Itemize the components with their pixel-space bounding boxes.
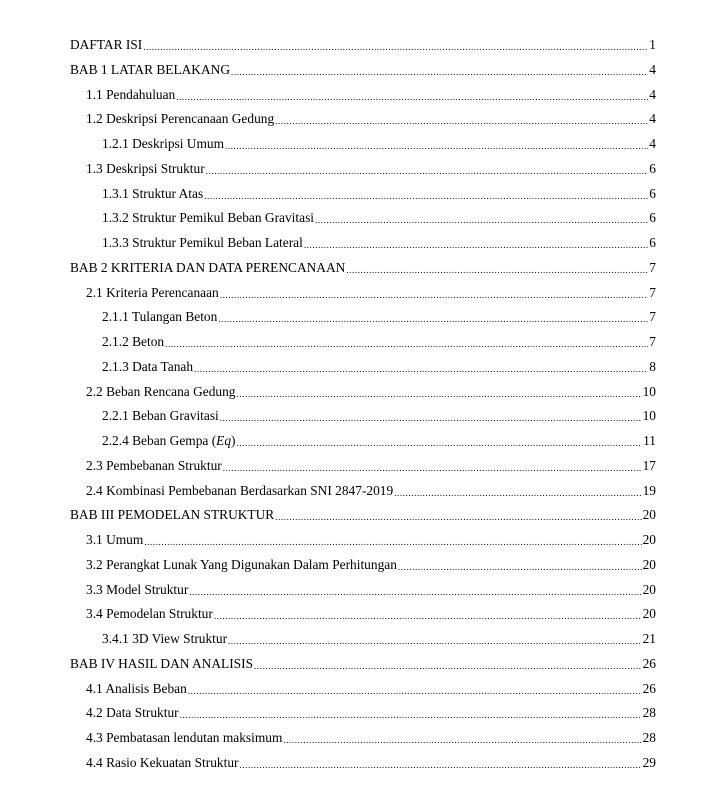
toc-entry[interactable]	[0, 58, 703, 78]
toc-entry[interactable]	[0, 355, 703, 375]
toc-entry-page: 4	[649, 86, 656, 102]
toc-entry-page: 1	[649, 37, 656, 52]
dot-leader	[275, 507, 641, 523]
toc-entry[interactable]	[0, 206, 703, 226]
toc-entry-title-text: 3.4 Pemodelan Struktur	[86, 606, 213, 622]
toc-entry-title-text: 4.3 Pembatasan lendutan maksimum	[86, 730, 283, 745]
toc-entry[interactable]	[0, 231, 703, 251]
toc-entry-title-text: 1.3 Deskripsi Struktur	[86, 160, 205, 176]
dot-leader	[283, 730, 641, 746]
toc-entry-title	[70, 260, 345, 276]
toc-entry-page: 4	[649, 61, 656, 77]
toc-entry-page: 21	[642, 631, 656, 646]
toc-entry-title	[102, 631, 227, 647]
toc-entry-title	[102, 309, 217, 325]
toc-entry[interactable]	[0, 157, 703, 177]
toc-entry[interactable]	[0, 454, 703, 474]
dot-leader	[214, 606, 642, 622]
toc-entry-title-text: 3.1 Umum	[86, 532, 144, 547]
toc-entry-title-text: 2.2 Beban Rencana Gedung	[86, 383, 236, 399]
toc-entry-title	[102, 433, 236, 449]
toc-entry-title	[86, 458, 222, 474]
toc-entry-page: 6	[649, 235, 656, 250]
toc-entry[interactable]	[0, 182, 703, 202]
toc-entry-title-text: 1.2.1 Deskripsi Umum	[102, 136, 224, 151]
dot-leader	[237, 433, 643, 449]
toc-entry-title-text: 3.2 Perangkat Lunak Yang Digunakan Dalam Perhitungan	[86, 556, 397, 572]
toc-entry[interactable]	[0, 305, 703, 325]
toc-entry-page: 7	[649, 259, 656, 275]
dot-leader	[143, 37, 648, 53]
toc-entry-title	[70, 37, 142, 53]
toc-entry[interactable]	[0, 677, 703, 697]
toc-entry[interactable]	[0, 503, 703, 523]
toc-entry-page: 6	[649, 160, 656, 176]
toc-entry-title-text: DAFTAR ISI	[70, 37, 143, 52]
dot-leader	[218, 309, 648, 325]
toc-entry-title	[86, 111, 274, 127]
toc-entry-page: 4	[649, 136, 656, 151]
toc-entry-title-text: 4.2 Data Struktur	[86, 705, 179, 721]
toc-entry[interactable]	[0, 281, 703, 301]
dot-leader	[189, 582, 641, 598]
toc-entry-title	[102, 359, 193, 375]
toc-entry-page: 28	[642, 730, 656, 745]
toc-entry-page: 10	[642, 408, 656, 424]
toc-entry[interactable]	[0, 132, 703, 152]
toc-entry-title	[86, 532, 143, 548]
dot-leader	[188, 681, 642, 697]
toc-entry[interactable]	[0, 404, 703, 424]
dot-leader	[254, 656, 642, 672]
toc-entry-title-text: BAB 2 KRITERIA DAN DATA PERENCANAAN	[70, 259, 346, 275]
toc-entry-title-text: 1.3.1 Struktur Atas	[102, 185, 204, 201]
toc-entry-title-text: 2.4 Kombinasi Pembebanan Berdasarkan SNI 2847-2019	[86, 482, 394, 498]
dot-leader	[228, 631, 642, 647]
toc-entry-page: 20	[642, 581, 656, 597]
dot-leader	[180, 705, 642, 721]
toc-entry-title-text: 3.3 Model Struktur	[86, 581, 189, 597]
toc-entry-title	[86, 483, 393, 499]
dot-leader	[304, 235, 648, 251]
toc-entry-page: 6	[649, 210, 656, 226]
toc-entry-page: 20	[642, 532, 656, 547]
toc-entry-title-text: 4.1 Analisis Beban	[86, 680, 187, 696]
toc-entry-title-text: 2.1.2 Beton	[102, 334, 165, 349]
toc-entry-title	[86, 681, 187, 697]
toc-entry[interactable]	[0, 751, 703, 771]
toc-entry-title	[102, 210, 314, 226]
toc-entry-title-text: 2.2.1 Beban Gravitasi	[102, 408, 219, 424]
toc-entry-title-text: 2.1.1 Tulangan Beton	[102, 309, 218, 325]
toc-entry[interactable]	[0, 627, 703, 647]
toc-entry-title-suffix: )	[231, 433, 236, 448]
toc-entry-title	[86, 755, 238, 771]
dot-leader	[206, 161, 649, 177]
toc-entry-title-text: 2.1.3 Data Tanah	[102, 358, 194, 374]
toc-entry[interactable]	[0, 107, 703, 127]
toc-entry-title	[86, 557, 397, 573]
dot-leader	[204, 186, 648, 202]
toc-entry-title	[70, 62, 230, 78]
toc-entry-page: 10	[642, 383, 656, 399]
dot-leader	[394, 483, 641, 499]
dot-leader	[223, 458, 642, 474]
toc-entry-page: 7	[649, 309, 656, 325]
dot-leader	[346, 260, 648, 276]
toc-entry-title	[86, 161, 205, 177]
toc-entry-title-text: BAB IV HASIL DAN ANALISIS	[70, 655, 254, 671]
toc-entry-page: 26	[642, 680, 656, 696]
toc-entry-title-italic: Eq	[216, 433, 232, 448]
dot-leader	[275, 111, 648, 127]
toc-entry[interactable]	[0, 429, 703, 449]
toc-entry[interactable]	[0, 701, 703, 721]
toc-entry-page: 28	[642, 705, 656, 721]
toc-entry-title-text: 1.2 Deskripsi Perencanaan Gedung	[86, 111, 275, 127]
toc-entry[interactable]	[0, 33, 703, 53]
toc-entry[interactable]	[0, 479, 703, 499]
toc-entry[interactable]	[0, 256, 703, 276]
toc-entry-title-text: 2.3 Pembebanan Struktur	[86, 457, 222, 473]
dot-leader	[165, 334, 648, 350]
dot-leader	[220, 285, 649, 301]
dot-leader	[144, 532, 641, 548]
dot-leader	[398, 557, 642, 573]
toc-entry-title	[86, 582, 188, 598]
toc-entry[interactable]	[0, 652, 703, 672]
toc-entry-title	[102, 408, 219, 424]
toc-entry-title-text: 2.2.4 Beban Gempa (	[102, 433, 217, 448]
toc-entry-title-text: 1.3.3 Struktur Pemikul Beban Lateral	[102, 235, 303, 250]
toc-entry-title	[102, 235, 303, 251]
toc-entry[interactable]	[0, 83, 703, 103]
toc-entry-title	[86, 730, 282, 746]
toc-entry-page: 29	[642, 754, 656, 770]
dot-leader	[315, 210, 648, 226]
toc-entry-title	[86, 384, 235, 400]
toc-entry-title	[86, 285, 219, 301]
toc-entry-title-text: 4.4 Rasio Kekuatan Struktur	[86, 754, 239, 770]
toc-entry-page: 20	[642, 606, 656, 622]
toc-entry-title	[86, 87, 175, 103]
toc-entry-page: 7	[649, 334, 656, 349]
toc-entry[interactable]	[0, 528, 703, 548]
toc-entry-title-text: 3.4.1 3D View Struktur	[102, 631, 228, 646]
toc-entry[interactable]	[0, 578, 703, 598]
toc-entry[interactable]	[0, 553, 703, 573]
toc-entry-page: 20	[642, 507, 656, 523]
toc-entry-page: 6	[649, 185, 656, 201]
toc-entry-title	[102, 186, 203, 202]
toc-entry-title	[102, 334, 164, 350]
toc-entry[interactable]	[0, 726, 703, 746]
toc-entry-title	[70, 507, 274, 523]
toc-entry[interactable]	[0, 330, 703, 350]
toc-entry-title-text: BAB 1 LATAR BELAKANG	[70, 61, 230, 77]
dot-leader	[239, 755, 641, 771]
toc-entry-title	[86, 606, 213, 622]
dot-leader	[194, 359, 648, 375]
dot-leader	[220, 408, 642, 424]
dot-leader	[225, 136, 648, 152]
toc-entry-page: 7	[649, 284, 656, 300]
toc-entry-title-text: BAB III PEMODELAN STRUKTUR	[70, 507, 275, 523]
toc-entry-page: 17	[642, 457, 656, 473]
dot-leader	[176, 87, 648, 103]
toc-entry-page: 26	[642, 655, 656, 671]
toc-entry-title-text: 1.3.2 Struktur Pemikul Beban Gravitasi	[102, 210, 314, 226]
toc-entry-title	[102, 136, 224, 152]
toc-entry-page: 8	[649, 358, 656, 374]
toc-entry-title	[70, 656, 253, 672]
toc-entry-page: 19	[642, 482, 656, 498]
toc-entry[interactable]	[0, 602, 703, 622]
dot-leader	[236, 384, 641, 400]
toc-entry-title-text: 2.1 Kriteria Perencanaan	[86, 284, 219, 300]
toc-entry-page: 11	[643, 433, 656, 448]
toc-entry-title	[86, 705, 179, 721]
toc-entry-page: 4	[649, 111, 656, 127]
toc-entry-page: 20	[642, 556, 656, 572]
toc-entry-title-text: 1.1 Pendahuluan	[86, 86, 176, 102]
toc-entry[interactable]	[0, 380, 703, 400]
dot-leader	[231, 62, 648, 78]
